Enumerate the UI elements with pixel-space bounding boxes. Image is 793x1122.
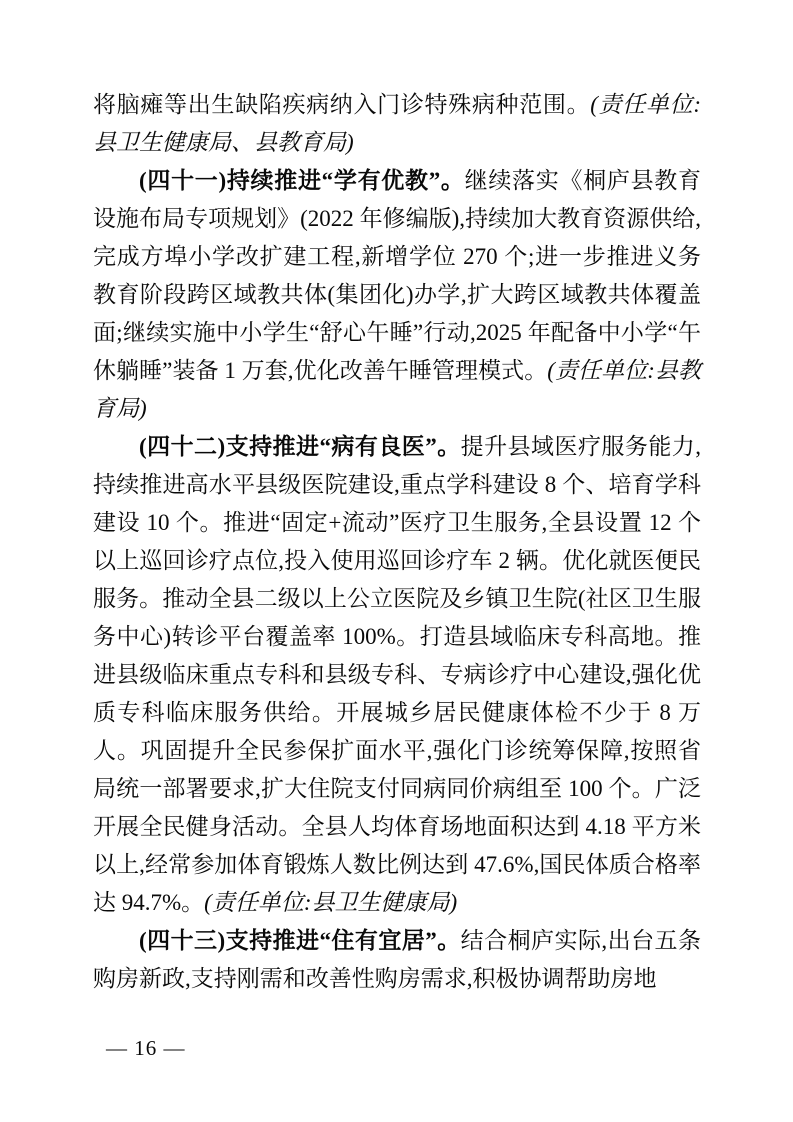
responsibility-note: (责任单位:县卫生健康局) <box>204 890 458 915</box>
paragraph <box>93 428 701 922</box>
responsibility-note: (责任单位:县教育局) <box>93 358 701 421</box>
paragraph-body: 提升县域医疗服务能力,持续推进高水平县级医院建设,重点学科建设 8 个、培育学科建设 10 个。推进“固定+流动”医疗卫生服务,全县设置 12 个以上巡回诊疗点位,投入使用巡回诊疗车 2 辆。优化就医便民服务。推动全县二级以上公立医院及乡镇卫生院(社区卫生服务中心)转诊平台覆盖率 100%。打造县域临床专科高地。推进县级临床重点专科和县级专科、专病诊疗中心建设,强化优质专科临床服务供给。开展城乡居民健康体检不少于 8 万人。巩固提升全民参保扩面水平,强化门诊统筹保障,按照省局统一部署要求,扩大住院支付同病同价病组至 100 个。广泛开展全民健身活动。全县人均体育场地面积达到 4.18 平方米以上,经常参加体育锻炼人数比例达到 47.6%,国民体质合格率达 94.7%。 <box>93 434 701 915</box>
paragraph-body: 继续落实《桐庐县教育设施布局专项规划》(2022 年修编版),持续加大教育资源供给,完成方埠小学改扩建工程,新增学位 270 个;进一步推进义务教育阶段跨区域教共体(集团化)办学,扩大跨区域教共体覆盖面;继续实施中小学生“舒心午睡”行动,2025 年配备中小学“午休躺睡”装备 1 万套,优化改善午睡管理模式。 <box>93 168 702 383</box>
responsibility-note: (责任单位:县卫生健康局、县教育局) <box>93 92 701 155</box>
text-block <box>93 86 701 998</box>
paragraph-body: 将脑瘫等出生缺陷疾病纳入门诊特殊病种范围。 <box>93 92 591 117</box>
paragraph <box>93 162 701 428</box>
paragraph-heading: (四十二)支持推进“病有良医”。 <box>139 434 461 459</box>
paragraph-heading: (四十一)持续推进“学有优教”。 <box>139 168 465 193</box>
page-number: — 16 — <box>106 1036 186 1060</box>
paragraph-body: 结合桐庐实际,出台五条购房新政,支持刚需和改善性购房需求,积极协调帮助房地 <box>93 928 701 991</box>
paragraph <box>93 86 701 162</box>
paragraph <box>93 922 701 998</box>
paragraph-heading: (四十三)支持推进“住有宜居”。 <box>139 928 461 953</box>
